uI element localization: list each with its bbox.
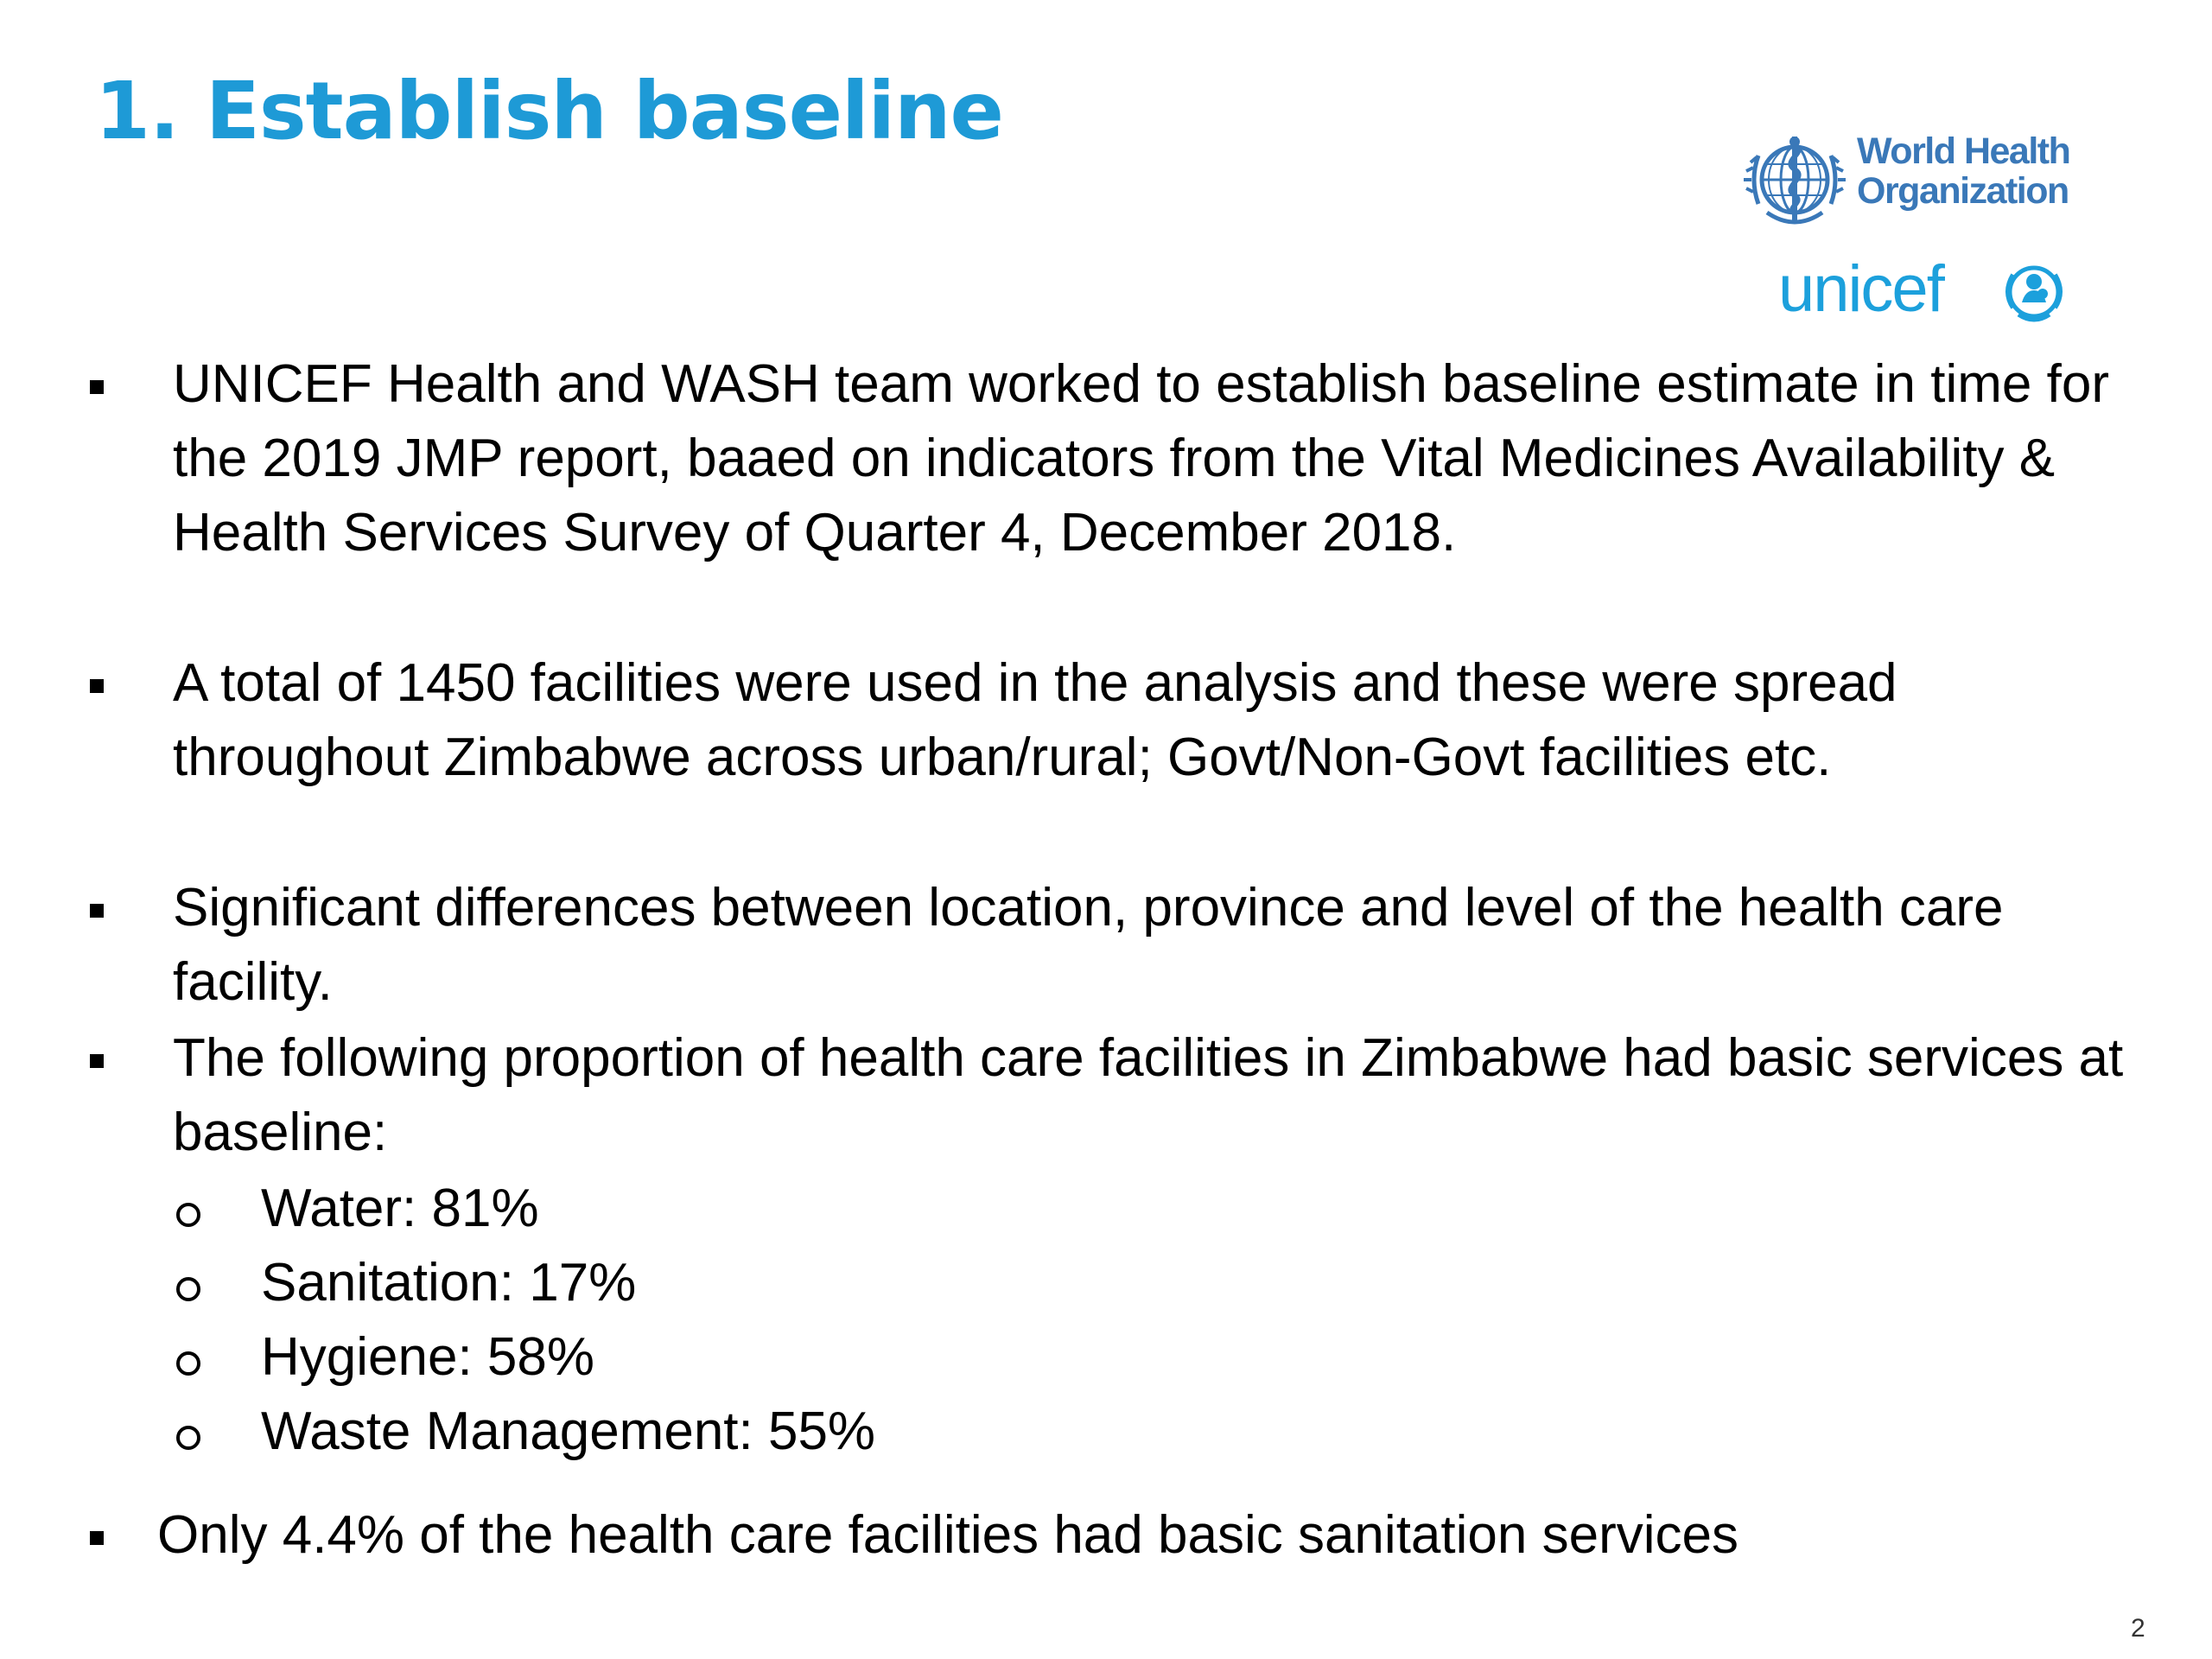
bullet-marker: [90, 904, 104, 918]
bullet-marker: [90, 679, 104, 693]
bullet-marker: [90, 1531, 104, 1545]
who-logo-line2: Organization: [1857, 170, 2069, 212]
sub-list-item: Sanitation: 17%: [261, 1253, 637, 1313]
who-logo-line1: World Health: [1857, 130, 2070, 172]
sub-list-item: Waste Management: 55%: [261, 1402, 876, 1461]
sub-bullet-marker: [176, 1277, 200, 1301]
sub-list-item: Water: 81%: [261, 1179, 539, 1238]
bullet-item: A total of 1450 facilities were used in the analysis and these were spread throughout Zimbabwe across urban/rural; Govt/Non-Govt facilities etc.: [173, 653, 1897, 787]
bullet-marker: [90, 380, 104, 394]
bullet-item: Significant differences between location, province and level of the health care facility.: [173, 878, 2004, 1012]
bullet-item: UNICEF Health and WASH team worked to establish baseline estimate in time for the 2019 JMP report, baaed on indicators from the Vital Medicines Availability & Health Services Survey of Quarter 4, December 2018.: [173, 354, 2109, 563]
unicef-logo-text: unicef: [1778, 252, 1943, 326]
bullet-item: Only 4.4% of the health care facilities had basic sanitation services: [157, 1505, 1738, 1565]
sub-list-item: Hygiene: 58%: [261, 1327, 595, 1387]
bullet-marker: [90, 1054, 104, 1068]
bullet-item: The following proportion of health care facilities in Zimbabwe had basic services at baseline:: [173, 1028, 2124, 1162]
sub-bullet-marker: [176, 1203, 200, 1227]
page-number: 2: [2131, 1614, 2145, 1643]
slide-title: 1. Establish baseline: [95, 65, 1003, 157]
sub-bullet-marker: [176, 1426, 200, 1450]
sub-bullet-marker: [176, 1351, 200, 1376]
